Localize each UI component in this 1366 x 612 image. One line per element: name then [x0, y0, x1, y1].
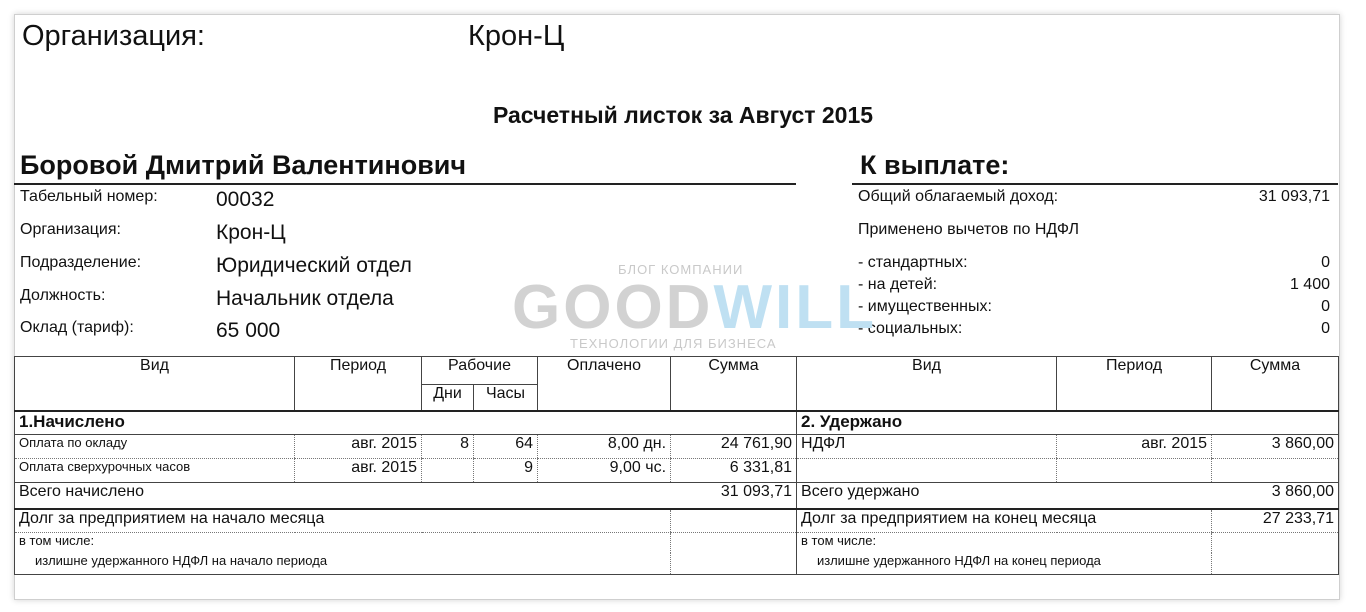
watermark-bottom-text: ТЕХНОЛОГИИ ДЛЯ БИЗНЕСА [570, 336, 777, 351]
ndfl-start-value [671, 553, 797, 575]
accrued-row-name: Оплата сверхурочных часов [15, 459, 295, 483]
withheld-row-period: авг. 2015 [1057, 435, 1212, 459]
accrued-row-paid: 8,00 дн. [538, 435, 671, 459]
taxable-income-label: Общий облагаемый доход: [858, 188, 1059, 205]
deduction-standard-label: - стандартных: [858, 254, 968, 271]
total-accrued-value: 31 093,71 [671, 483, 797, 509]
deduction-children-label: - на детей: [858, 276, 938, 293]
department-label: Подразделение: [20, 254, 142, 271]
organization-label: Организация: [22, 20, 205, 52]
employee-underline [14, 183, 796, 185]
withheld-row-sum: 3 860,00 [1212, 435, 1339, 459]
position-value: Начальник отдела [216, 287, 394, 310]
accrued-row-days [422, 459, 474, 483]
tab-number-label: Табельный номер: [20, 188, 158, 205]
total-accrued-label: Всего начислено [15, 483, 671, 509]
accrued-row-sum: 6 331,81 [671, 459, 797, 483]
employee-name: Боровой Дмитрий Валентинович [20, 150, 467, 180]
incl-end-value [1212, 533, 1339, 553]
withheld-row-empty-sum [1212, 459, 1339, 483]
tab-number-value: 00032 [216, 188, 275, 211]
deduction-property-label: - имущественных: [858, 298, 992, 315]
accrued-section-title: 1.Начислено [15, 411, 797, 435]
header-days: Дни [422, 385, 474, 411]
debt-start-label: Долг за предприятием на начало месяца [15, 509, 671, 533]
deduction-social-value: 0 [1321, 320, 1330, 337]
watermark-logo-grey: GOOD [512, 273, 714, 342]
header-paid: Оплачено [538, 357, 671, 411]
taxable-income-value: 31 093,71 [1258, 188, 1330, 205]
total-withheld-label: Всего удержано [797, 483, 1212, 509]
employee-org-value: Крон-Ц [216, 221, 286, 244]
header-period: Период [295, 357, 422, 411]
incl-start-label: в том числе: [15, 533, 671, 553]
debt-end-value: 27 233,71 [1212, 509, 1339, 533]
accrued-row-paid: 9,00 чс. [538, 459, 671, 483]
withheld-row-empty-period [1057, 459, 1212, 483]
watermark-logo [512, 272, 877, 343]
accrued-row-period: авг. 2015 [295, 435, 422, 459]
table-row [15, 459, 1339, 483]
employee-org-label: Организация: [20, 221, 121, 238]
header-hours: Часы [474, 385, 538, 411]
incl-start-value [671, 533, 797, 553]
total-withheld-value: 3 860,00 [1212, 483, 1339, 509]
watermark-logo-blue: WILL [713, 273, 877, 342]
withheld-section-title: 2. Удержано [797, 411, 1339, 435]
payout-title: К выплате: [860, 150, 1010, 180]
ndfl-start-label: излишне удержанного НДФЛ на начало периода [15, 553, 671, 575]
deduction-property-value: 0 [1321, 298, 1330, 315]
salary-value: 65 000 [216, 319, 281, 342]
organization-value: Крон-Ц [468, 20, 565, 52]
header-right-vid: Вид [797, 357, 1057, 411]
accrued-row-days: 8 [422, 435, 474, 459]
deduction-social-label: - социальных: [858, 320, 963, 337]
payslip-title: Расчетный листок за Август 2015 [492, 102, 874, 128]
incl-end-label: в том числе: [797, 533, 1212, 553]
debt-end-label: Долг за предприятием на конец месяца [797, 509, 1212, 533]
ndfl-end-value [1212, 553, 1339, 575]
department-value: Юридический отдел [216, 254, 412, 277]
accrued-row-sum: 24 761,90 [671, 435, 797, 459]
withheld-row-name: НДФЛ [797, 435, 1057, 459]
accrued-row-period: авг. 2015 [295, 459, 422, 483]
debt-start-value [671, 509, 797, 533]
header-right-period: Период [1057, 357, 1212, 411]
accrued-row-name: Оплата по окладу [15, 435, 295, 459]
header-sum: Сумма [671, 357, 797, 411]
accrued-row-hours: 64 [474, 435, 538, 459]
header-work: Рабочие [422, 357, 538, 385]
position-label: Должность: [20, 287, 106, 304]
deduction-standard-value: 0 [1321, 254, 1330, 271]
deduction-children-value: 1 400 [1289, 276, 1330, 293]
table-row [15, 435, 1339, 459]
salary-label: Оклад (тариф): [20, 319, 134, 336]
payslip-table [14, 356, 1339, 575]
deductions-label: Применено вычетов по НДФЛ [858, 221, 1080, 238]
withheld-row-empty [797, 459, 1057, 483]
accrued-row-hours: 9 [474, 459, 538, 483]
watermark-top-text: БЛОГ КОМПАНИИ [618, 262, 744, 277]
ndfl-end-label: излишне удержанного НДФЛ на конец периода [797, 553, 1212, 575]
header-vid: Вид [15, 357, 295, 411]
header-right-sum: Сумма [1212, 357, 1339, 411]
payout-underline [852, 183, 1338, 185]
